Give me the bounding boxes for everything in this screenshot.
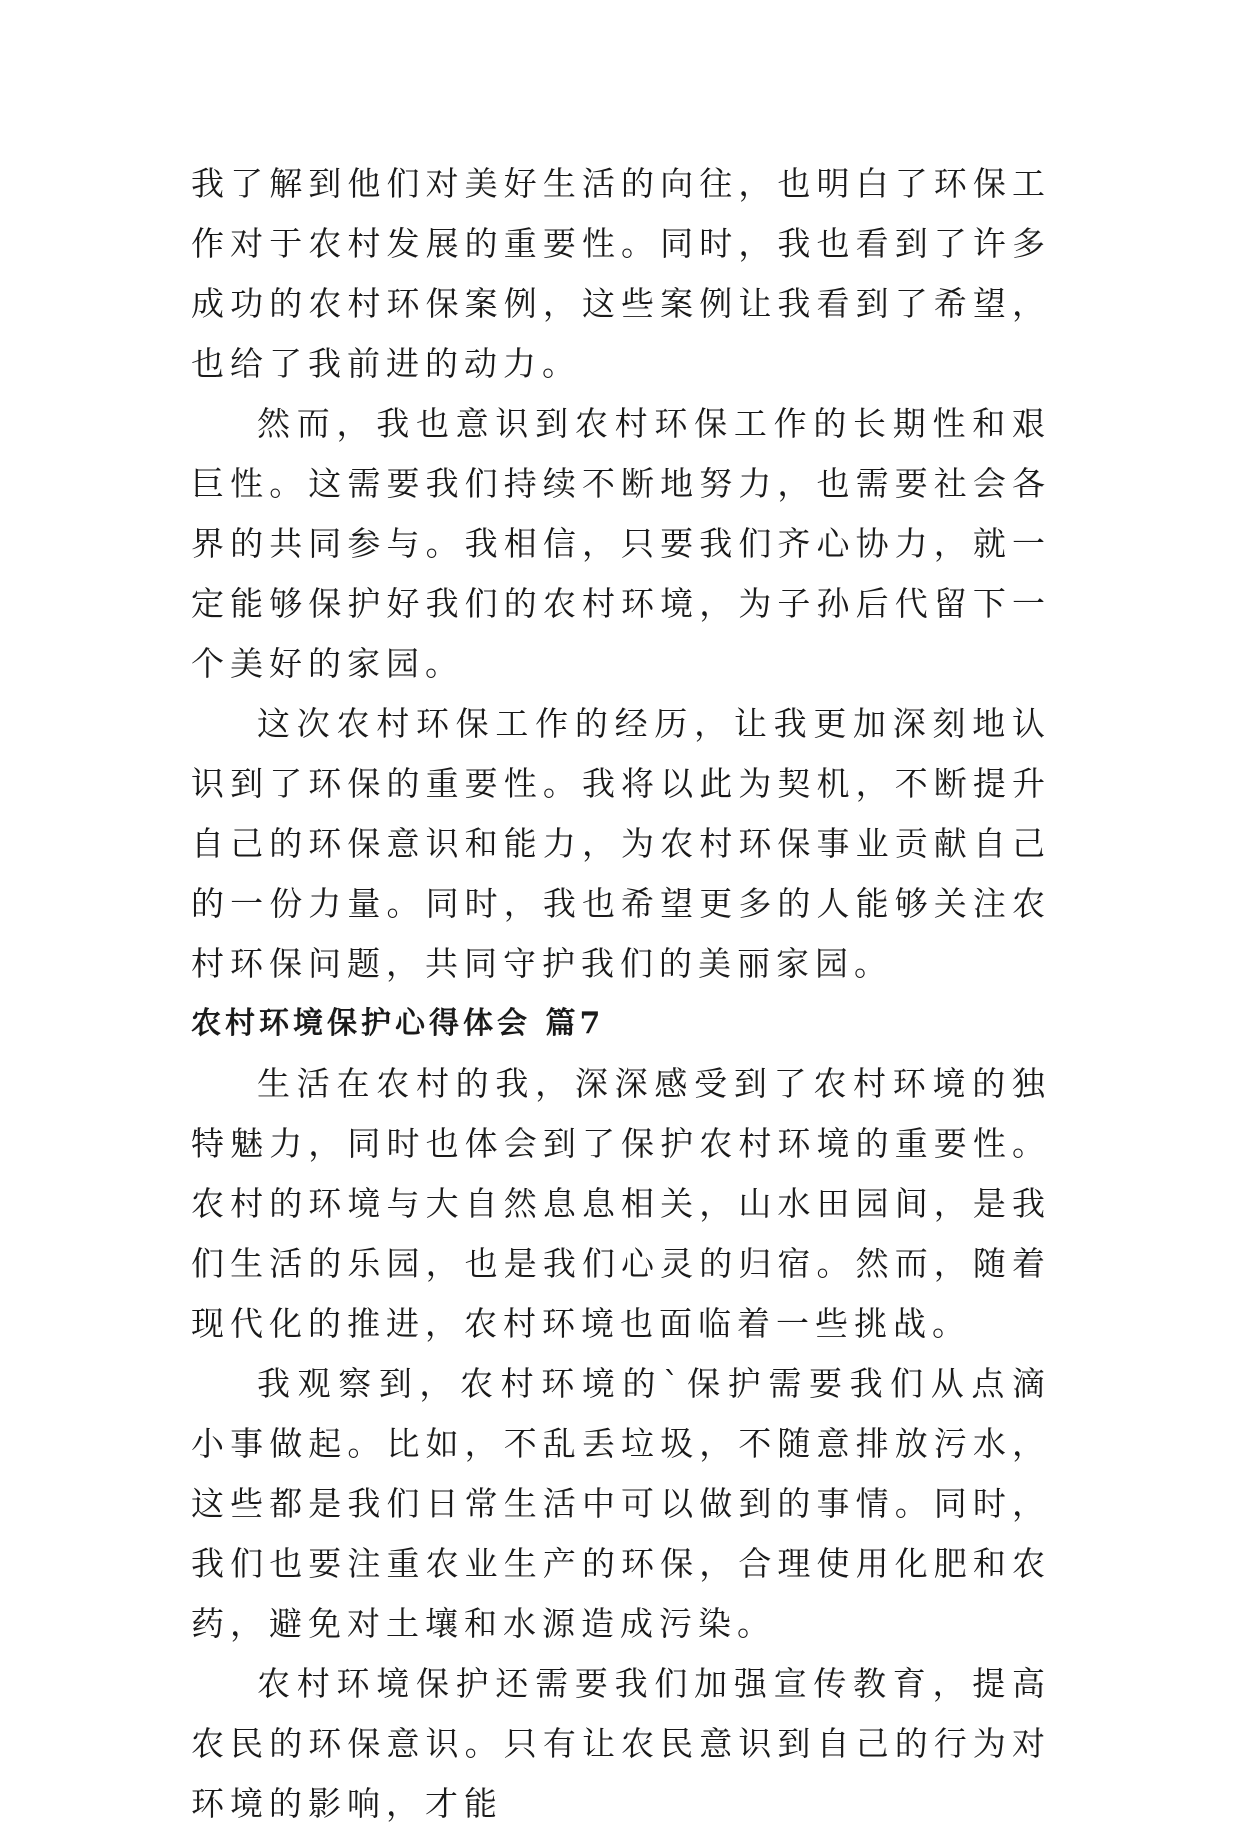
paragraph-2: 然而，我也意识到农村环保工作的长期性和艰巨性。这需要我们持续不断地努力，也需要社会各界的共同参与。我相信，只要我们齐心协力，就一定能够保护好我们的农村环境，为子孙后代留下一个美好的家园。 [191, 404, 1051, 683]
paragraph-4: 生活在农村的我，深深感受到了农村环境的独特魅力，同时也体会到了保护农村环境的重要性。农村的环境与大自然息息相关，山水田园间，是我们生活的乐园，也是我们心灵的归宿。然而，随着现代化的推进，农村环境也面临着一些挑战。 [191, 1064, 1051, 1343]
paragraph-1: 我了解到他们对美好生活的向往，也明白了环保工作对于农村发展的重要性。同时，我也看到了许多成功的农村环保案例，这些案例让我看到了希望，也给了我前进的动力。 [191, 164, 1051, 383]
paragraph-5: 我观察到，农村环境的`保护需要我们从点滴小事做起。比如，不乱丢垃圾，不随意排放污水，这些都是我们日常生活中可以做到的事情。同时，我们也要注重农业生产的环保，合理使用化肥和农药，避免对土壤和水源造成污染。 [191, 1364, 1051, 1643]
paragraph-3: 这次农村环保工作的经历，让我更加深刻地认识到了环保的重要性。我将以此为契机，不断提升自己的环保意识和能力，为农村环保事业贡献自己的一份力量。同时，我也希望更多的人能够关注农村环保问题，共同守护我们的美丽家园。 [191, 704, 1051, 983]
document-body [191, 154, 1051, 1834]
paragraph-6: 农村环境保护还需要我们加强宣传教育，提高农民的环保意识。只有让农民意识到自己的行为对环境的影响，才能 [191, 1664, 1051, 1823]
section-heading: 农村环境保护心得体会 篇7 [191, 1006, 605, 1041]
